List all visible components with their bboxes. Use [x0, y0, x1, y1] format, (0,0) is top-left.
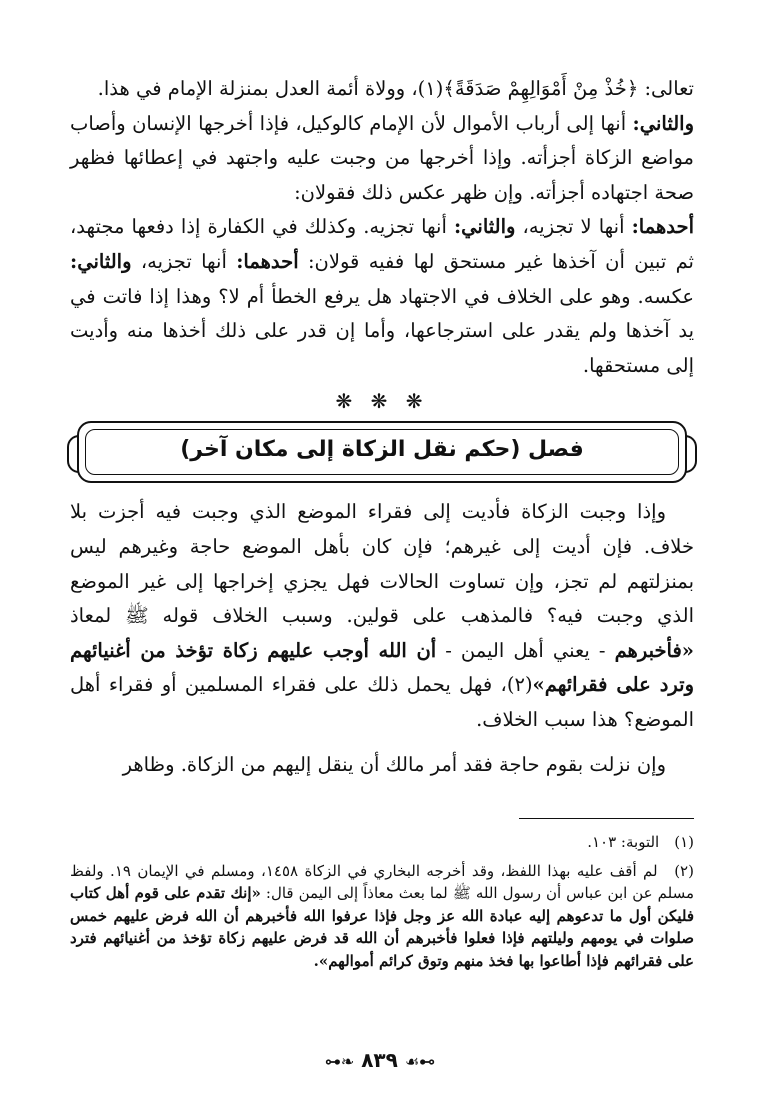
paragraph-5	[70, 748, 694, 783]
hadith-quote-start: «فأخبرهم	[614, 638, 694, 662]
paragraph-3-text-c: أنها تجزيه،	[131, 249, 237, 273]
ornament-left-icon: ⊶❧	[324, 1052, 355, 1071]
paragraph-2-text: أنها إلى أرباب الأموال لأن الإمام كالوكيل، فإذا أخرجها الإنسان وأصاب مواضع الزكاة أجزأته. وإذا أخرجها من وجبت عليه واجتهد في إعطائها فظهر صحة اجتهاده أجزأته. وإن ظهر عكس ذلك فقولان:	[70, 111, 694, 204]
frame-ornament-left	[67, 435, 79, 473]
footnote-1-text: التوبة: ١٠٣.	[587, 833, 660, 852]
page-number: ٨٣٩	[361, 1048, 398, 1072]
section-separator-stars: ❋ ❋ ❋	[335, 389, 429, 414]
footnote-1-number: (١)	[674, 833, 694, 852]
frame-ornament-right	[685, 435, 697, 473]
footnote-2-hadith: «إنك تقدم على قوم أهل كتاب فليكن أول ما تدعوهم إليه عبادة الله عز وجل فإذا عرفوا الله فأخبرهم أن الله فرض عليهم خمس صلوات في يومهم وليلتهم فإذا فعلوا فأخبرهم أن الله قد فرض عليهم زكاة تؤخذ من أغنيائهم فترد على فقرائهم فإذا أطاعوا بها فخذ منهم وتوق كرائم أموالهم».	[70, 884, 694, 970]
paragraph-3-text-d: عكسه. وهو على الخلاف في الاجتهاد هل يرفع الخطأ أم لا؟ وهذا إذا فاتت في يد آخذها ولم يقدر على استرجاعها، وأما إن قدر على ذلك أخذها منه وأديت إلى مستحقها.	[70, 284, 694, 377]
paragraph-1-text: تعالى: ﴿خُذْ مِنْ أَمْوَالِهِمْ صَدَقَةً﴾(١)، وولاة أئمة العدل بمنزلة الإمام في هذا.	[97, 77, 694, 100]
footnote-divider	[519, 818, 694, 819]
paragraph-4	[70, 495, 694, 737]
paragraph-3	[70, 210, 694, 383]
paragraph-4-text-b: - يعني أهل اليمن -	[436, 638, 615, 662]
page-number-ornament	[0, 1048, 760, 1072]
label-second: والثاني:	[453, 215, 516, 239]
footnote-1	[70, 831, 694, 854]
paragraph-1	[70, 72, 694, 107]
paragraph-4-text-a: وإذا وجبت الزكاة فأديت إلى فقراء الموضع الذي وجبت فيه أجزت بلا خلاف. فإن أديت إلى غيرهم؛ فإن كان بأهل الموضع حاجة وغيرهم ليس بمنزلتهم لم تجز، وإن تساوت الحالات فهل يجزي إخراجها إلى غير الموضع الذي وجبت فيه؟ فالمذهب على قولين. وسبب الخلاف قوله ﷺ لمعاذ	[70, 500, 694, 628]
label-second: والثاني:	[70, 249, 132, 273]
section-heading-frame	[77, 421, 687, 483]
ornament-right-icon: ☙⊷	[404, 1052, 436, 1071]
section-heading: فصل (حكم نقل الزكاة إلى مكان آخر)	[180, 437, 584, 463]
footnote-2-number: (٢)	[674, 861, 694, 880]
hadith-quote: أن الله أوجب عليهم زكاة تؤخذ من أغنيائهم وترد على فقرائهم»	[70, 638, 695, 697]
paragraph-4-text-c: (٢)، فهل يحمل ذلك على فقراء المسلمين أو فقراء أهل الموضع؟ هذا سبب الخلاف.	[70, 673, 694, 731]
page-content	[70, 72, 694, 978]
paragraph-2	[70, 107, 694, 211]
paragraph-5-text: وإن نزلت بقوم حاجة فقد أمر مالك أن ينقل إليهم من الزكاة. وظاهر	[122, 752, 666, 776]
label-first: أحدهما:	[631, 215, 694, 239]
label-second: والثاني:	[632, 111, 694, 135]
label-first: أحدهما:	[236, 249, 299, 273]
paragraph-3-text-a: أنها لا تجزيه،	[515, 215, 632, 239]
footnote-2-text: لم أقف عليه بهذا اللفظ، وقد أخرجه البخاري في الزكاة ١٤٥٨، ومسلم في الإيمان ١٩. ولفظ مسلم عن ابن عباس أن رسول الله ﷺ لما بعث معاذاً إلى اليمن قال:	[70, 861, 694, 903]
footnote-2	[70, 860, 694, 973]
paragraph-3-text-b: أنها تجزيه. وكذلك في الكفارة إذا دفعها مجتهد، ثم تبين أن آخذها غير مستحق لها ففيه قولان:	[70, 215, 694, 273]
